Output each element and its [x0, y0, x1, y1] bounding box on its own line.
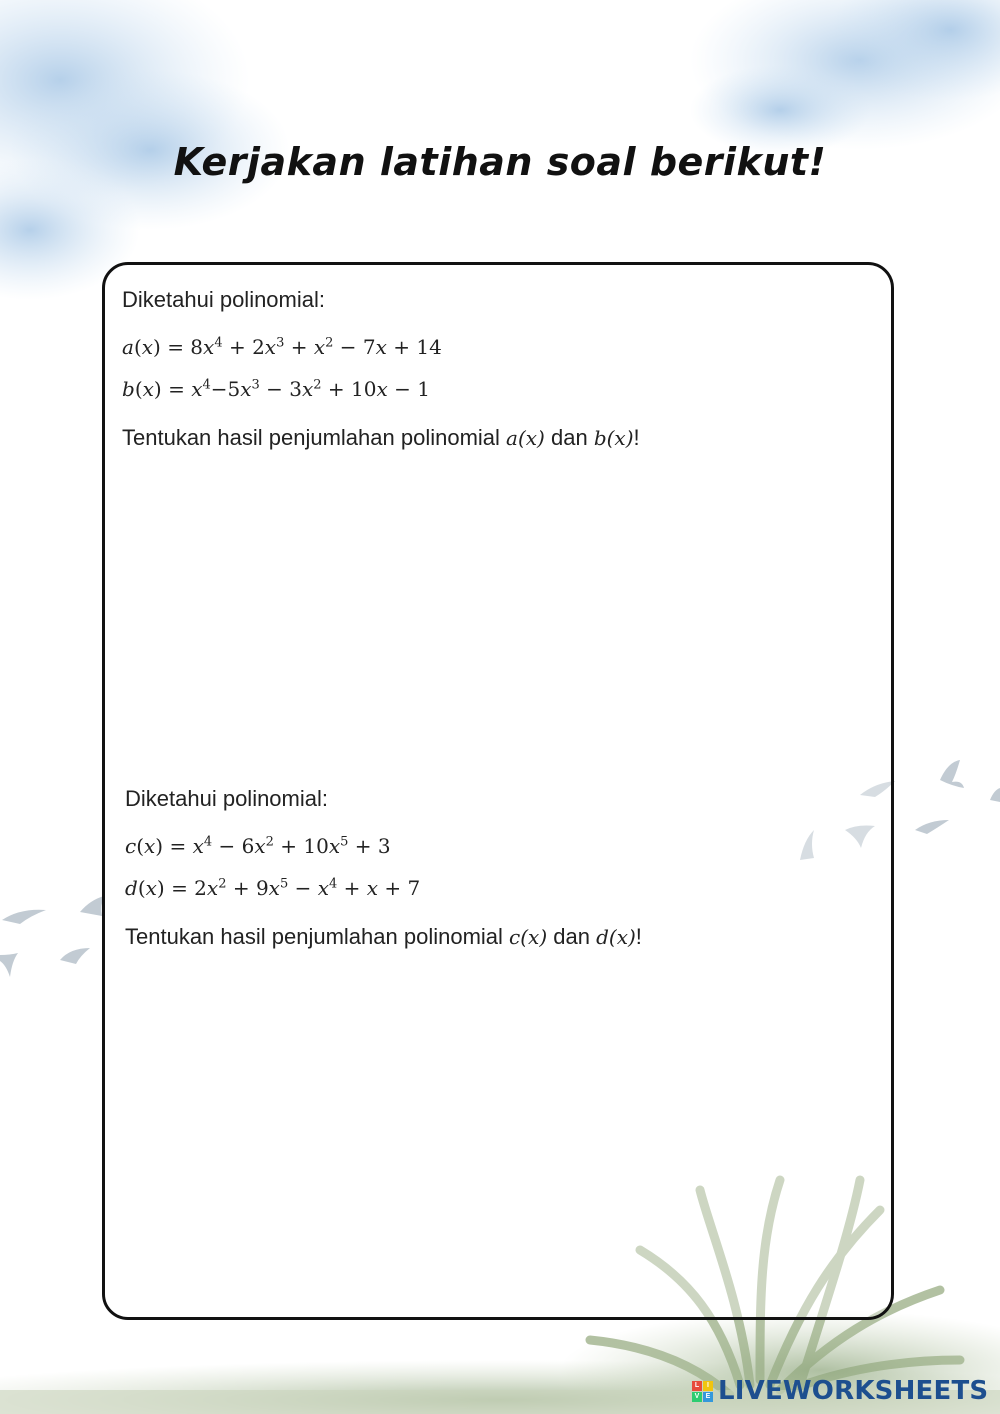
question-2-task: [125, 924, 642, 950]
polynomial-d: $d(x) = 2x^2 + 9x^5 - x^4 + x + 7$: [125, 876, 421, 900]
brand-name: LIVEWORKSHEETS: [718, 1376, 989, 1406]
question-1-task: [122, 425, 640, 451]
question-1-intro: Diketahui polinomial:: [122, 287, 325, 312]
polynomial-c: $c(x) = x^4 - 6x^2 + 10x^5 + 3$: [125, 834, 391, 858]
question-2: [125, 786, 642, 950]
task-dan: dan: [550, 425, 588, 450]
page-title: Kerjakan latihan soal berikut!: [173, 140, 827, 184]
task-var-a: a(x): [506, 426, 545, 450]
task-var-d: d(x): [596, 925, 636, 949]
question-1: [122, 287, 640, 451]
task-var-b: b(x): [593, 426, 634, 450]
birds-left: [0, 896, 104, 977]
cloud-right: [690, 0, 1000, 155]
polynomial-a: $a(x) = 8x^4 + 2x^3 + x^2 - 7x + 14$: [122, 335, 442, 359]
logo-squares-icon: L I V E: [692, 1381, 713, 1402]
task-end: !: [635, 924, 642, 949]
task-text: Tentukan hasil penjumlahan polinomial: [125, 924, 503, 949]
task-end: !: [633, 425, 640, 450]
liveworksheets-logo: [692, 1374, 992, 1408]
polynomial-b: $b(x) = x^4-5x^3 - 3x^2 + 10x - 1$: [122, 377, 430, 401]
question-2-intro: Diketahui polinomial:: [125, 786, 328, 811]
task-dan: dan: [553, 924, 590, 949]
task-text: Tentukan hasil penjumlahan polinomial: [122, 425, 500, 450]
task-var-c: c(x): [509, 925, 548, 949]
